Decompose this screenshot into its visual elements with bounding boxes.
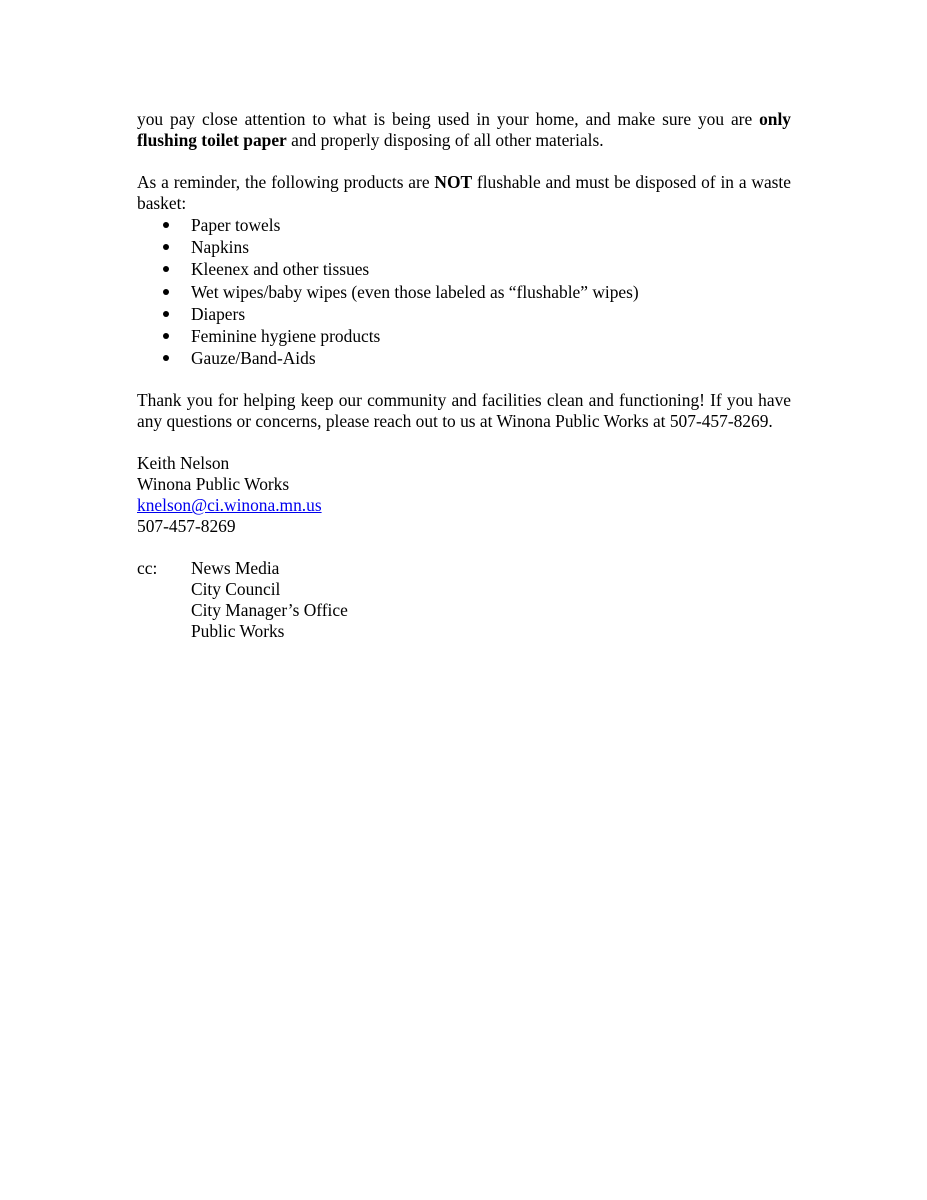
list-item-label: Gauze/Band-Aids (191, 348, 316, 369)
signature-phone: 507-457-8269 (137, 516, 236, 537)
list-item-label: Napkins (191, 237, 249, 258)
paragraph-gap (137, 151, 791, 172)
reminder-bold-text: NOT (434, 172, 473, 192)
intro-bold-text: only flushing toilet paper (137, 109, 791, 150)
list-item (137, 236, 791, 258)
signature-name: Keith Nelson (137, 453, 230, 474)
intro-paragraph (137, 109, 791, 151)
list-item-label: Wet wipes/baby wipes (even those labeled as “flushable” wipes) (191, 281, 639, 302)
bullet-icon (163, 311, 169, 317)
list-item-label: Diapers (191, 303, 246, 324)
cc-block (137, 558, 791, 642)
cc-recipient: Public Works (191, 621, 285, 642)
reminder-paragraph (137, 172, 791, 214)
list-item-label: Feminine hygiene products (191, 325, 381, 346)
thanks-paragraph: Thank you for helping keep our community and facilities clean and functioning! If you have any questions or concerns, please reach out to us at Winona Public Works at 507-457-8269. (137, 390, 791, 432)
paragraph-gap (137, 537, 791, 558)
paragraph-gap (137, 369, 791, 390)
list-item (137, 258, 791, 280)
list-item-label: Paper towels (191, 215, 281, 235)
bullet-icon (163, 355, 169, 361)
intro-text-2: and properly disposing of all other materials. (286, 130, 604, 150)
bullet-icon (163, 266, 169, 272)
bullet-icon (163, 222, 169, 228)
bullet-icon (163, 244, 169, 250)
non-flushable-list (137, 214, 791, 369)
cc-recipient: City Manager’s Office (191, 600, 348, 621)
list-item (137, 281, 791, 303)
signature-block (137, 453, 791, 537)
paragraph-gap (137, 432, 791, 453)
bullet-icon (163, 333, 169, 339)
list-item (137, 347, 791, 369)
cc-label: cc: (137, 558, 158, 579)
list-item (137, 303, 791, 325)
list-item (137, 214, 791, 236)
list-item (137, 325, 791, 347)
signature-org: Winona Public Works (137, 474, 290, 495)
reminder-text-1: As a reminder, the following products are (137, 172, 435, 192)
list-item-label: Kleenex and other tissues (191, 259, 370, 280)
cc-recipient: News Media (191, 558, 280, 579)
bullet-icon (163, 289, 169, 295)
cc-recipient: City Council (191, 579, 281, 600)
intro-text-1: you pay close attention to what is being used in your home, and make sure you are (137, 109, 760, 129)
signature-email-link[interactable]: knelson@ci.winona.mn.us (137, 495, 322, 516)
reminder-text-2: flushable and must be disposed of in a waste basket: (137, 172, 791, 213)
letter-page (137, 109, 791, 642)
